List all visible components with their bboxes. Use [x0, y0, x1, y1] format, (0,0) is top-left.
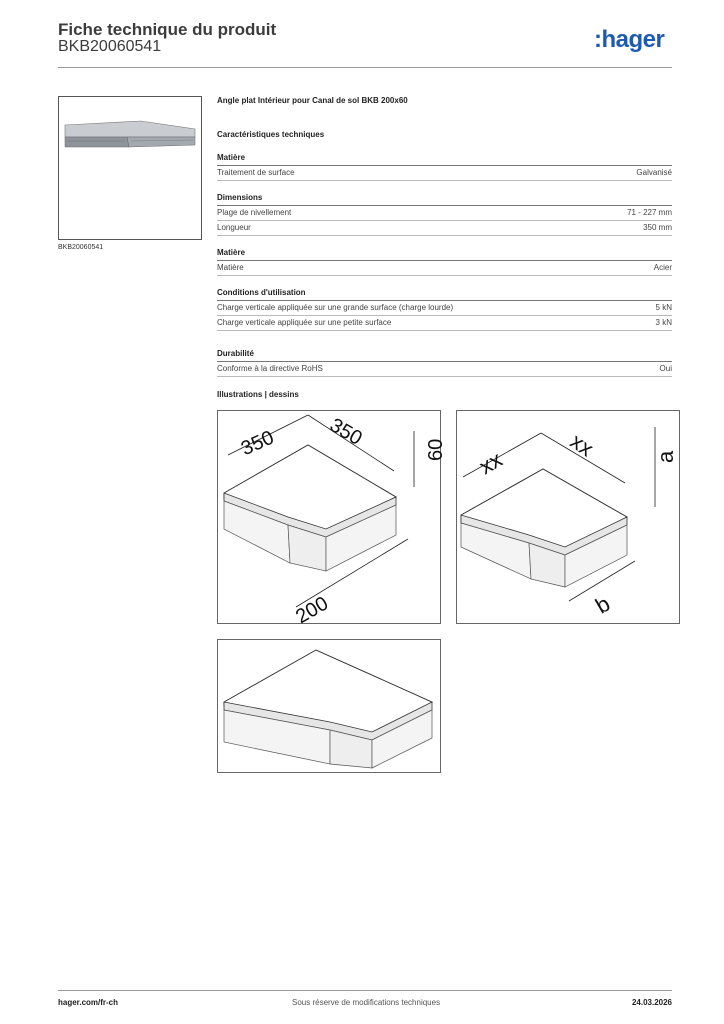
spec-label: Plage de nivellement [217, 208, 292, 217]
spec-group [217, 191, 672, 236]
spec-row [217, 166, 672, 181]
spec-group-title: Matière [217, 246, 672, 261]
dimension-label: b [591, 590, 615, 619]
spec-row [217, 362, 672, 377]
spec-group [217, 151, 672, 181]
photo-caption: BKB20060541 [58, 244, 104, 251]
dimension-label: 350 [237, 426, 278, 461]
spec-label: Traitement de surface [217, 168, 295, 177]
spec-group-title: Durabilité [217, 347, 672, 362]
section-title: Caractéristiques techniques [217, 130, 325, 139]
spec-row [217, 261, 672, 276]
product-reference: BKB20060541 [58, 38, 162, 55]
dimension-label: xx [474, 446, 507, 480]
page-title: Fiche technique du produit [58, 20, 277, 39]
product-title: Angle plat Intérieur pour Canal de sol BKB 200x60 [217, 96, 408, 105]
drawing-dimensions [217, 410, 447, 629]
spec-value: 5 kN [655, 303, 672, 312]
spec-group [217, 347, 672, 377]
product-details [217, 96, 672, 377]
illustrations-title: Illustrations | dessins [217, 390, 299, 399]
spec-label: Longueur [217, 223, 251, 232]
spec-group-title: Matière [217, 151, 672, 166]
spec-value: 350 mm [643, 223, 672, 232]
dimension-label: 350 [325, 414, 366, 450]
spec-row [217, 221, 672, 236]
spec-row [217, 206, 672, 221]
footer-notice: Sous réserve de modifications techniques [292, 998, 441, 1007]
spec-label: Matière [217, 263, 244, 272]
spec-value: Oui [659, 364, 672, 373]
spec-value: 71 - 227 mm [627, 208, 672, 217]
spec-value: Acier [653, 263, 672, 272]
spec-row [217, 316, 672, 331]
spec-label: Charge verticale appliquée sur une grande surface (charge lourde) [217, 303, 454, 312]
spec-group-title: Dimensions [217, 191, 672, 206]
dimension-label: 60 [425, 438, 447, 461]
spec-label: Charge verticale appliquée sur une petite surface [217, 318, 392, 327]
drawing-generic-dimensions [456, 410, 680, 624]
dimension-label: a [653, 450, 678, 463]
product-photo [58, 96, 202, 240]
footer-divider [58, 990, 672, 991]
spec-value: 3 kN [655, 318, 672, 327]
spec-row [217, 301, 672, 316]
footer-date: 24.03.2026 [631, 998, 672, 1007]
header-divider [58, 67, 672, 68]
drawing-perspective [217, 639, 441, 773]
spec-group [217, 286, 672, 331]
spec-label: Conforme à la directive RoHS [217, 364, 323, 373]
spec-value: Galvanisé [636, 168, 672, 177]
hager-logo: :hager [594, 26, 665, 53]
spec-group-title: Conditions d'utilisation [217, 286, 672, 301]
spec-group [217, 246, 672, 276]
footer-website-link[interactable]: hager.com/fr-ch [58, 998, 119, 1007]
dimension-label: xx [565, 428, 599, 462]
dimension-label: 200 [292, 592, 333, 629]
